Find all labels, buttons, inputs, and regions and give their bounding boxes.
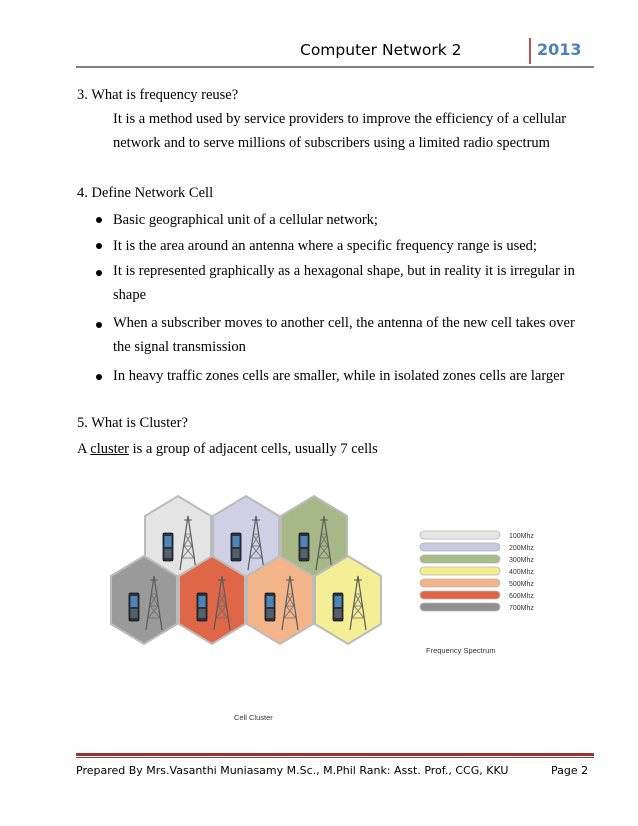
header-year: 2013 [537,40,582,59]
q4-bullet-4 [113,311,589,359]
legend-title: Frequency Spectrum [426,646,496,655]
footer-rule-thin [76,757,594,758]
bullet-dot [96,374,102,380]
q3-answer-line2: network and to serve millions of subscribers using a limited radio spectrum [113,135,550,151]
q4-bullet-1: Basic geographical unit of a cellular network; [113,212,378,228]
bullet-dot [96,217,102,223]
spectrum-bar-500 [420,579,500,587]
q5-answer [77,440,378,458]
figure-caption: Cell Cluster [234,713,273,722]
cell-cluster-figure [110,490,550,730]
q4-bullet-3 [113,259,589,307]
spectrum-label-500: 500Mhz [509,581,534,588]
q4-bullet-4-line2: the signal transmission [113,339,246,355]
q3-heading: 3. What is frequency reuse? [77,87,239,103]
hex-cell [111,556,177,644]
spectrum-label-700: 700Mhz [509,605,534,612]
page-number: Page 2 [551,764,589,777]
header-title: Computer Network 2 [300,41,462,59]
spectrum-bar-200 [420,543,500,551]
spectrum-bar-600 [420,591,500,599]
bullet-dot [96,322,102,328]
bullet-dot [96,270,102,276]
footer-rule [76,753,594,756]
q3-answer [113,107,589,155]
frequency-spectrum-legend [420,531,534,655]
spectrum-label-300: 300Mhz [509,557,534,564]
header-rule [76,66,594,68]
spectrum-bar-400 [420,567,500,575]
hex-cell [315,556,381,644]
footer-author: Prepared By Mrs.Vasanthi Muniasamy M.Sc., M.Phil Rank: Asst. Prof., CCG, KKU [76,764,509,777]
q4-bullet-3-line1: It is represented graphically as a hexagonal shape, but in reality it is irregular in [113,263,575,279]
q4-bullet-3-line2: shape [113,287,147,303]
spectrum-label-600: 600Mhz [509,593,534,600]
q4-heading: 4. Define Network Cell [77,185,214,201]
spectrum-label-400: 400Mhz [509,569,534,576]
spectrum-bar-700 [420,603,500,611]
q3-answer-line1: It is a method used by service providers to improve the efficiency of a cellular [113,111,567,127]
spectrum-bar-300 [420,555,500,563]
spectrum-bar-100 [420,531,500,539]
q5-answer-prefix: A [77,441,91,457]
q4-bullet-5: In heavy traffic zones cells are smaller, while in isolated zones cells are larger [113,368,565,384]
q4-bullet-2: It is the area around an antenna where a specific frequency range is used; [113,238,537,254]
spectrum-label-200: 200Mhz [509,545,534,552]
hex-cell [247,556,313,644]
q5-answer-suffix: is a group of adjacent cells, usually 7 cells [128,441,378,457]
q5-term-cluster: cluster [90,441,129,457]
spectrum-label-100: 100Mhz [509,533,534,540]
header-separator [529,38,531,64]
q4-bullet-4-line1: When a subscriber moves to another cell, the antenna of the new cell takes over [113,315,575,331]
bullet-dot [96,243,102,249]
hex-cell [179,556,245,644]
q5-heading: 5. What is Cluster? [77,415,188,431]
